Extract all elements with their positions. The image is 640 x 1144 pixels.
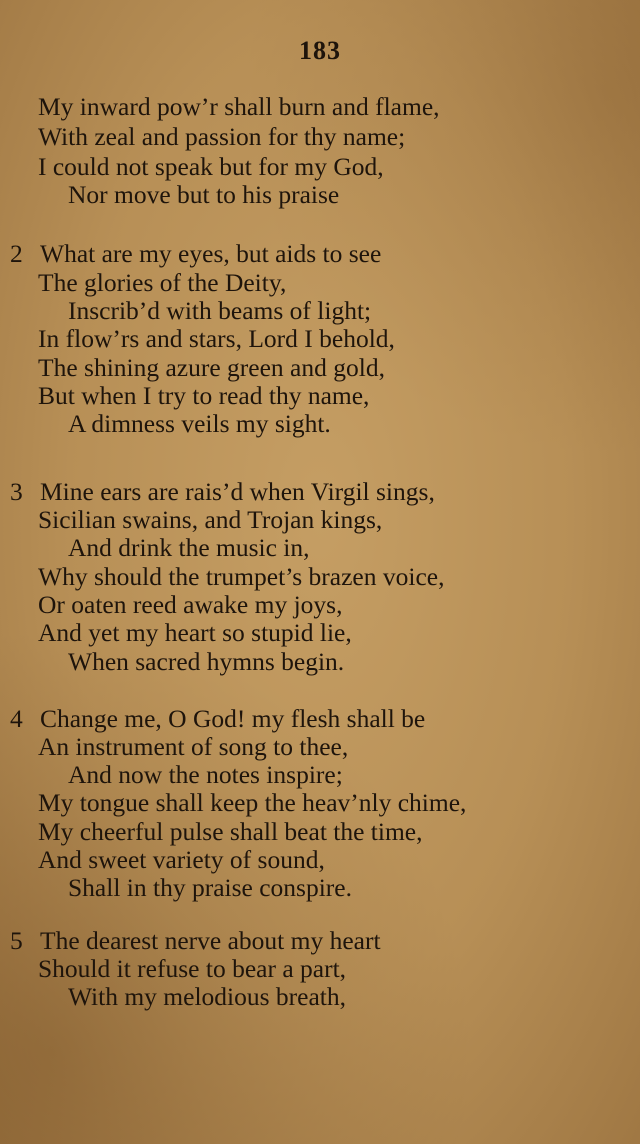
verse-line: The glories of the Deity, bbox=[38, 268, 287, 297]
verse-line: Why should the trumpet’s brazen voice, bbox=[38, 562, 445, 591]
verse-line: The shining azure green and gold, bbox=[38, 353, 385, 382]
verse-line: But when I try to read thy name, bbox=[38, 381, 370, 410]
verse-line: Change me, O God! my flesh shall be bbox=[40, 704, 426, 733]
verse-line: Shall in thy praise conspire. bbox=[68, 873, 352, 902]
stanza-number: 2 bbox=[10, 239, 23, 268]
verse-line: With zeal and passion for thy name; bbox=[38, 122, 406, 151]
verse-line: My tongue shall keep the heav’nly chime, bbox=[38, 788, 467, 817]
verse-line: And now the notes inspire; bbox=[68, 760, 343, 789]
stanza-number: 4 bbox=[10, 704, 23, 733]
verse-line: Or oaten reed awake my joys, bbox=[38, 590, 343, 619]
verse-line: Inscrib’d with beams of light; bbox=[68, 296, 372, 325]
verse-line: And sweet variety of sound, bbox=[38, 845, 325, 874]
verse-line: In flow’rs and stars, Lord I behold, bbox=[38, 324, 395, 353]
verse-line: With my melodious breath, bbox=[68, 982, 347, 1011]
page-number: 183 bbox=[299, 36, 341, 65]
verse-line: Should it refuse to bear a part, bbox=[38, 954, 347, 983]
verse-line: And drink the music in, bbox=[68, 533, 310, 562]
verse-line: Sicilian swains, and Trojan kings, bbox=[38, 505, 383, 534]
stanza-number: 5 bbox=[10, 926, 23, 955]
verse-line: And yet my heart so stupid lie, bbox=[38, 618, 352, 647]
verse-line: What are my eyes, but aids to see bbox=[40, 239, 382, 268]
stanza-number: 3 bbox=[10, 477, 23, 506]
verse-line: My inward pow’r shall burn and flame, bbox=[38, 92, 440, 121]
verse-line: I could not speak but for my God, bbox=[38, 152, 384, 181]
verse-line: When sacred hymns begin. bbox=[68, 647, 345, 676]
verse-line: A dimness veils my sight. bbox=[68, 409, 331, 438]
verse-line: My cheerful pulse shall beat the time, bbox=[38, 817, 423, 846]
verse-line: Mine ears are rais’d when Virgil sings, bbox=[40, 477, 435, 506]
verse-line: An instrument of song to thee, bbox=[38, 732, 349, 761]
verse-line: The dearest nerve about my heart bbox=[40, 926, 381, 955]
verse-line: Nor move but to his praise bbox=[68, 180, 340, 209]
